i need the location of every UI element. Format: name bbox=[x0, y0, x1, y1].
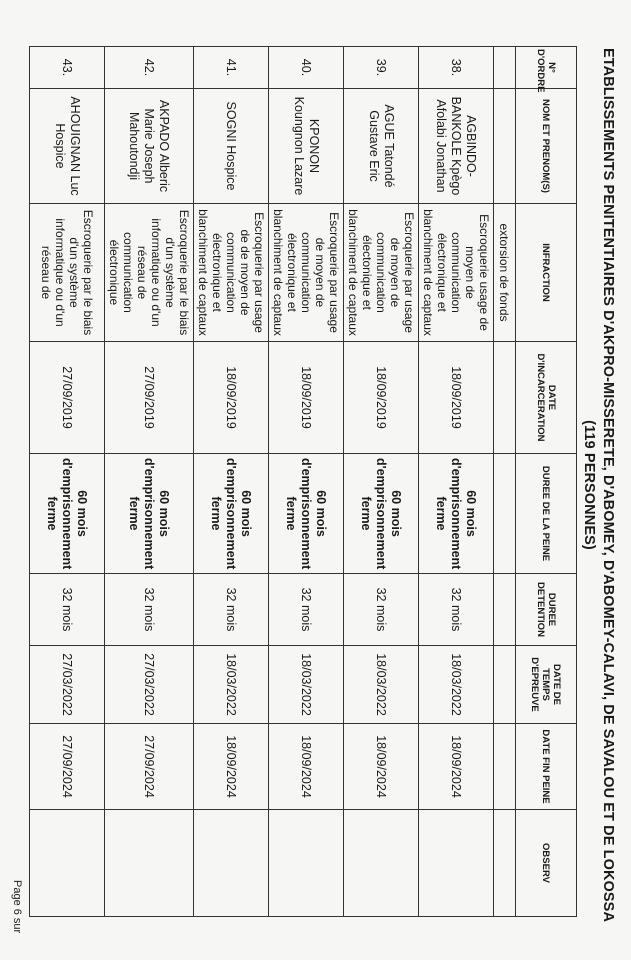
cell-num: 41. bbox=[194, 47, 269, 89]
table-header-row bbox=[516, 47, 577, 917]
cell-sentence: 60 mois d'emprisonnement ferme bbox=[269, 454, 344, 574]
cell-detention bbox=[494, 574, 516, 646]
cell-offense: Escroquerie par usage de moyen de communication électronique et blanchiment de captaux bbox=[269, 204, 344, 342]
cell-offense: Escroquerie usage de moyen de communication électronique et blanchiment de captaux bbox=[419, 204, 494, 342]
cell-observations bbox=[419, 810, 494, 917]
cell-incarceration-date: 18/09/2019 bbox=[344, 342, 419, 454]
cell-probation-date: 18/03/2022 bbox=[194, 646, 269, 724]
table-row bbox=[269, 47, 344, 917]
cell-probation-date: 18/03/2022 bbox=[269, 646, 344, 724]
cell-sentence bbox=[494, 454, 516, 574]
title-line-2: (119 PERSONNES) bbox=[581, 420, 597, 550]
cell-incarceration-date: 18/09/2019 bbox=[269, 342, 344, 454]
cell-observations bbox=[105, 810, 194, 917]
cell-probation-date: 18/03/2022 bbox=[344, 646, 419, 724]
cell-end-date bbox=[494, 724, 516, 810]
table-row bbox=[494, 47, 516, 917]
header-detention: DUREE DETENTION bbox=[516, 574, 577, 646]
cell-name: AGUE Tatondé Gustave Eric bbox=[344, 89, 419, 204]
header-probation-date: DATE DE TEMPS D'EPREUVE bbox=[516, 646, 577, 724]
cell-end-date: 18/09/2024 bbox=[344, 724, 419, 810]
cell-name: AGBINDO-BANKOLE Kpègo Afolabi Jonathan bbox=[419, 89, 494, 204]
header-name: NOM ET PRENOM(S) bbox=[516, 89, 577, 204]
header-offense: INFRACTION bbox=[516, 204, 577, 342]
cell-num: 43. bbox=[30, 47, 105, 89]
table-row bbox=[30, 47, 105, 917]
table-row bbox=[194, 47, 269, 917]
cell-end-date: 18/09/2024 bbox=[419, 724, 494, 810]
cell-num: 38. bbox=[419, 47, 494, 89]
cell-offense: Escroquerie par usage de moyen de communication électonique et blanchiment de captaux bbox=[344, 204, 419, 342]
header-observations: OBSERV bbox=[516, 810, 577, 917]
cell-name: KPONON Koungnon Lazare bbox=[269, 89, 344, 204]
cell-end-date: 18/09/2024 bbox=[194, 724, 269, 810]
cell-sentence: 60 mois d'emprisonnement ferme bbox=[419, 454, 494, 574]
document-title bbox=[579, 20, 617, 950]
cell-offense: Escroquerie par le biais d'un système informatique ou d'un réseau de bbox=[30, 204, 105, 342]
cell-name bbox=[494, 89, 516, 204]
cell-observations bbox=[269, 810, 344, 917]
cell-end-date: 27/09/2024 bbox=[30, 724, 105, 810]
cell-detention: 32 mois bbox=[194, 574, 269, 646]
header-end-date: DATE FIN PEINE bbox=[516, 724, 577, 810]
cell-detention: 32 mois bbox=[105, 574, 194, 646]
cell-detention: 32 mois bbox=[419, 574, 494, 646]
cell-end-date: 27/09/2024 bbox=[105, 724, 194, 810]
page-number: Page 6 sur bbox=[11, 880, 23, 934]
cell-probation-date: 27/03/2022 bbox=[30, 646, 105, 724]
cell-name: AKPADO Alberic Marie Joseph Mahoutondji bbox=[105, 89, 194, 204]
cell-offense: Escroquerie par usage de de moyen de communication électronique et blanchiment de captaux bbox=[194, 204, 269, 342]
cell-name: SOGNI Hospice bbox=[194, 89, 269, 204]
cell-probation-date: 27/03/2022 bbox=[105, 646, 194, 724]
table-row bbox=[419, 47, 494, 917]
header-incarceration-date: DATE D'INCARCERATION bbox=[516, 342, 577, 454]
cell-num bbox=[494, 47, 516, 89]
cell-incarceration-date: 18/09/2019 bbox=[194, 342, 269, 454]
cell-incarceration-date bbox=[494, 342, 516, 454]
table-row bbox=[105, 47, 194, 917]
cell-num: 42. bbox=[105, 47, 194, 89]
cell-end-date: 18/09/2024 bbox=[269, 724, 344, 810]
cell-incarceration-date: 27/09/2019 bbox=[30, 342, 105, 454]
header-sentence: DUREE DE LA PEINE bbox=[516, 454, 577, 574]
cell-sentence: 60 mois d'emprisonnement ferme bbox=[30, 454, 105, 574]
cell-num: 40. bbox=[269, 47, 344, 89]
cell-observations bbox=[194, 810, 269, 917]
cell-probation-date: 18/03/2022 bbox=[419, 646, 494, 724]
cell-name: AHOUIGNAN Luc Hospice bbox=[30, 89, 105, 204]
title-line-1: ETABLISSEMENTS PENITENTIAIRES D'AKPRO-MISSERETE, D'ABOMEY, D'ABOMEY-CALAVI, DE SAVALOU ET DE LOKOSSA bbox=[600, 47, 616, 923]
cell-offense: Escroquerie par le biais d'un système informatique ou d'un réseau de communication électronique bbox=[105, 204, 194, 342]
cell-sentence: 60 mois d'emprisonnement ferme bbox=[194, 454, 269, 574]
cell-probation-date bbox=[494, 646, 516, 724]
cell-incarceration-date: 18/09/2019 bbox=[419, 342, 494, 454]
cell-detention: 32 mois bbox=[269, 574, 344, 646]
cell-detention: 32 mois bbox=[344, 574, 419, 646]
table-row bbox=[344, 47, 419, 917]
cell-observations bbox=[30, 810, 105, 917]
cell-offense: extorsion de fonds bbox=[494, 204, 516, 342]
cell-sentence: 60 mois d'emprisonnement ferme bbox=[344, 454, 419, 574]
cell-num: 39. bbox=[344, 47, 419, 89]
detainees-table bbox=[29, 46, 577, 917]
cell-detention: 32 mois bbox=[30, 574, 105, 646]
cell-observations bbox=[344, 810, 419, 917]
cell-incarceration-date: 27/09/2019 bbox=[105, 342, 194, 454]
cell-sentence: 60 mois d'emprisonnement ferme bbox=[105, 454, 194, 574]
header-num: N° D'ORDRE bbox=[516, 47, 577, 89]
cell-observations bbox=[494, 810, 516, 917]
